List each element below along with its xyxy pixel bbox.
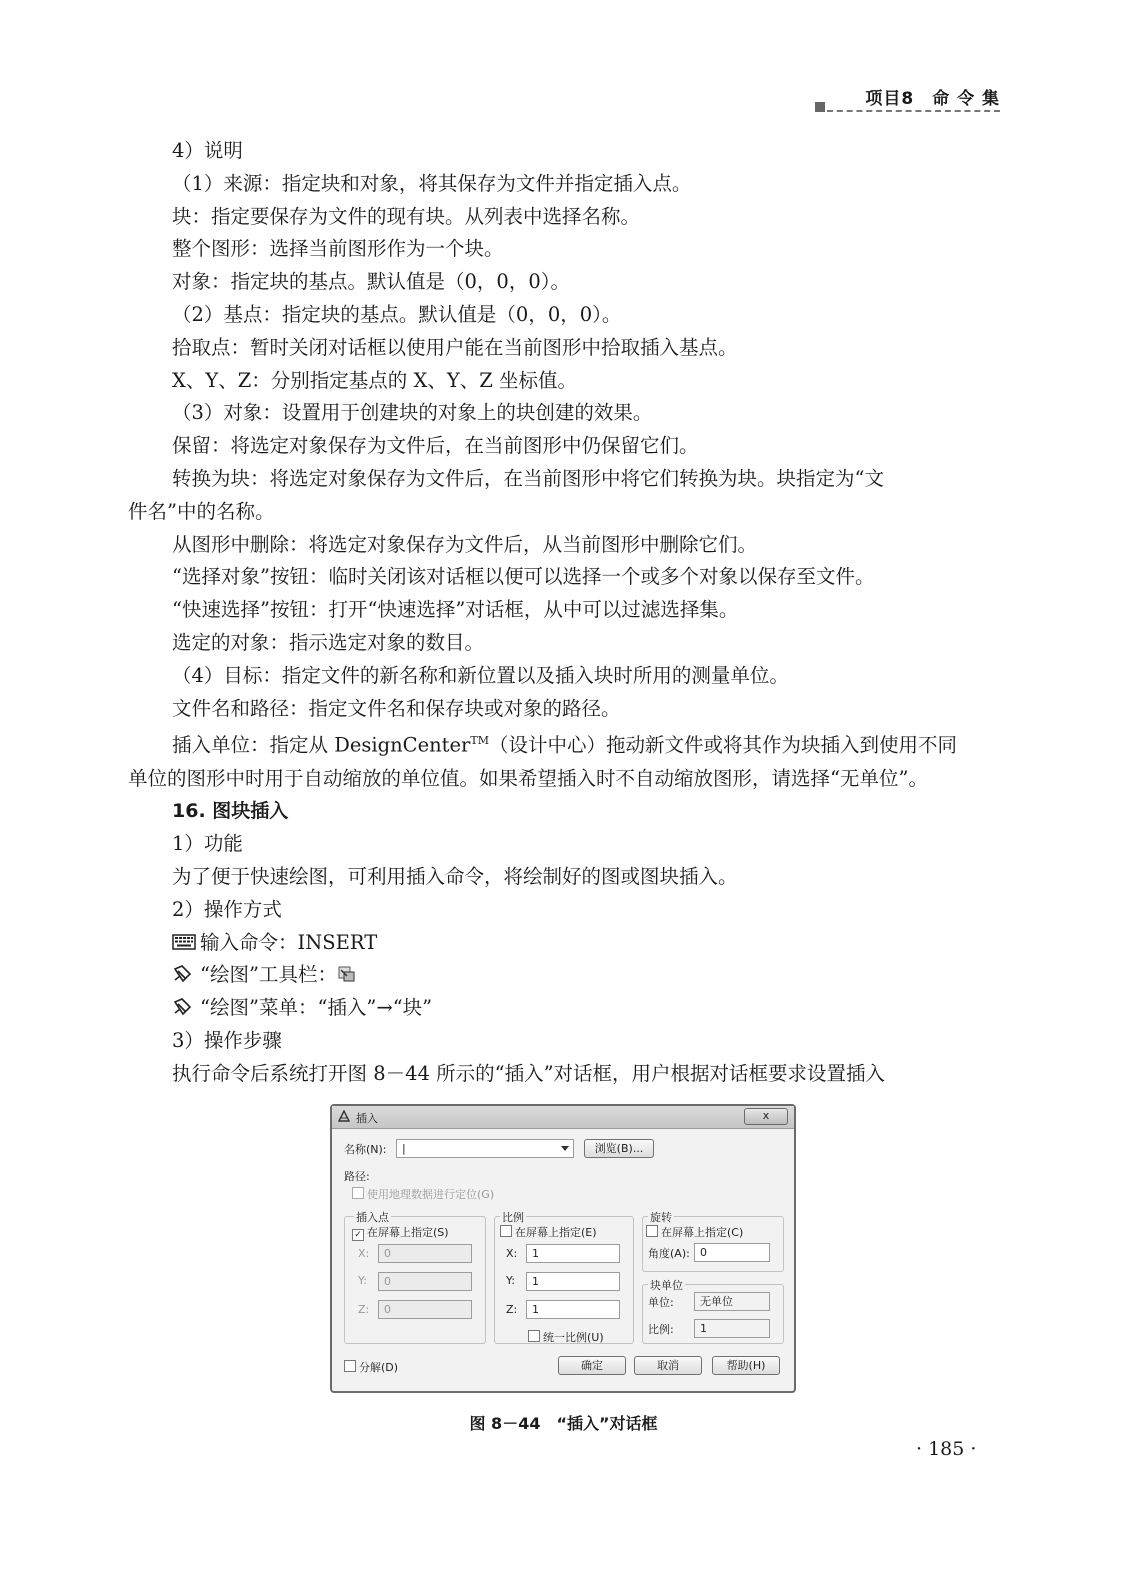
insert-point-title: 插入点 xyxy=(356,1211,389,1224)
explode-checkbox[interactable] xyxy=(344,1360,356,1372)
rotation-title: 旋转 xyxy=(650,1211,672,1224)
figure-caption: 图 8－44 “插入”对话框 xyxy=(469,1414,658,1433)
insert-y-label: Y: xyxy=(358,1274,367,1287)
insert-x-label: X: xyxy=(358,1247,370,1260)
explode-row[interactable] xyxy=(344,1359,398,1375)
paragraph: 1）功能 xyxy=(172,832,243,856)
rotation-on-screen-row[interactable] xyxy=(646,1224,743,1240)
paragraph: （4）目标：指定文件的新名称和新位置以及插入块时所用的测量单位。 xyxy=(172,663,789,687)
insert-z-label: Z: xyxy=(358,1303,370,1316)
uniform-scale-row[interactable] xyxy=(528,1329,604,1345)
name-label: 名称(N): xyxy=(344,1143,387,1156)
paragraph: 4）说明 xyxy=(172,139,243,162)
explode-label: 分解(D) xyxy=(359,1361,399,1374)
paragraph: 选定的对象：指示选定对象的数目。 xyxy=(172,630,485,654)
geo-checkbox-row[interactable] xyxy=(352,1186,494,1202)
paragraph: （2）基点：指定块的基点。默认值是（0，0，0）。 xyxy=(172,302,622,326)
scale-on-screen-label: 在屏幕上指定(E) xyxy=(515,1226,597,1239)
paragraph: 件名”中的名称。 xyxy=(128,499,275,523)
rotation-on-screen-checkbox[interactable] xyxy=(646,1225,658,1237)
paragraph: 2）操作方式 xyxy=(172,897,282,921)
text-run: 插入单位：指定从 DesignCenter xyxy=(172,733,471,757)
autocad-icon xyxy=(338,1110,352,1122)
path-label: 路径: xyxy=(344,1170,370,1183)
cancel-button[interactable]: 取消 xyxy=(634,1356,702,1375)
paragraph: 块：指定要保存为文件的现有块。从列表中选择名称。 xyxy=(172,204,641,228)
paragraph: 对象：指定块的基点。默认值是（0，0，0）。 xyxy=(172,270,570,294)
scale-z-field[interactable]: 1 xyxy=(526,1300,620,1319)
paragraph xyxy=(128,959,1000,992)
scale-x-label: X: xyxy=(506,1247,518,1260)
trademark: TM xyxy=(470,734,489,748)
paragraph: 单位的图形中时用于自动缩放的单位值。如果希望插入时不自动缩放图形，请选择“无单位”。 xyxy=(128,766,928,790)
factor-value: 1 xyxy=(694,1319,770,1338)
paragraph xyxy=(128,725,1000,762)
header-title: 项目8 命 令 集 xyxy=(865,89,1000,109)
scale-on-screen-checkbox[interactable] xyxy=(500,1225,512,1237)
close-button[interactable]: x xyxy=(744,1108,788,1125)
page-number: · 185 · xyxy=(916,1438,977,1460)
insert-dialog xyxy=(330,1104,796,1393)
paragraph: “选择对象”按钮：临时关闭该对话框以便可以选择一个或多个对象以保存至文件。 xyxy=(172,565,875,589)
insert-y-field[interactable]: 0 xyxy=(378,1272,472,1291)
paragraph: 文件名和路径：指定文件名和保存块或对象的路径。 xyxy=(172,696,621,720)
scale-title: 比例 xyxy=(502,1211,524,1224)
paragraph: 3）操作步骤 xyxy=(172,1029,282,1053)
geo-checkbox[interactable] xyxy=(352,1187,364,1199)
scale-x-field[interactable]: 1 xyxy=(526,1244,620,1263)
insert-z-field[interactable]: 0 xyxy=(378,1300,472,1319)
paragraph: （3）对象：设置用于创建块的对象上的块创建的效果。 xyxy=(172,401,653,425)
text-run: “绘图”工具栏： xyxy=(200,963,337,987)
paragraph xyxy=(128,927,1000,960)
insert-on-screen-label: 在屏幕上指定(S) xyxy=(367,1226,449,1239)
text-run: （设计中心）拖动新文件或将其作为块插入到使用不同 xyxy=(488,733,957,757)
chevron-down-icon[interactable] xyxy=(561,1146,569,1151)
keyboard-icon xyxy=(172,929,196,947)
paragraph xyxy=(128,992,1000,1025)
paragraph: 保留：将选定对象保存为文件后，在当前图形中仍保留它们。 xyxy=(172,434,699,458)
text-run: “绘图”菜单：“插入”→“块” xyxy=(200,996,433,1020)
paragraph: 转换为块：将选定对象保存为文件后，在当前图形中将它们转换为块。块指定为“文 xyxy=(172,466,884,490)
uniform-scale-checkbox[interactable] xyxy=(528,1330,540,1342)
insert-block-toolbar-icon xyxy=(337,962,357,982)
dialog-titlebar xyxy=(332,1106,794,1129)
browse-button[interactable]: 浏览(B)... xyxy=(584,1139,654,1158)
mouse-pointer-icon xyxy=(172,994,196,1012)
angle-field[interactable]: 0 xyxy=(694,1243,770,1262)
angle-label: 角度(A): xyxy=(648,1247,690,1260)
uniform-scale-label: 统一比例(U) xyxy=(543,1331,604,1344)
mouse-pointer-icon xyxy=(172,961,196,979)
running-header xyxy=(805,80,1000,120)
paragraph: （1）来源：指定块和对象，将其保存为文件并指定插入点。 xyxy=(172,171,692,195)
paragraph: “快速选择”按钮：打开“快速选择”对话框，从中可以过滤选择集。 xyxy=(172,598,739,622)
section-heading: 16. 图块插入 xyxy=(172,800,289,823)
ok-button[interactable]: 确定 xyxy=(558,1356,626,1375)
paragraph: 执行命令后系统打开图 8－44 所示的“插入”对话框，用户根据对话框要求设置插入 xyxy=(172,1061,886,1085)
unit-label: 单位: xyxy=(648,1296,674,1309)
scale-y-field[interactable]: 1 xyxy=(526,1272,620,1291)
help-button[interactable]: 帮助(H) xyxy=(712,1356,780,1375)
insert-on-screen-checkbox[interactable]: ✓ xyxy=(352,1229,364,1241)
text-run: 输入命令：INSERT xyxy=(200,930,378,954)
scale-y-label: Y: xyxy=(506,1274,515,1287)
insert-on-screen-row[interactable] xyxy=(352,1224,449,1241)
factor-label: 比例: xyxy=(648,1323,674,1336)
block-unit-title: 块单位 xyxy=(650,1279,683,1292)
paragraph: 为了便于快速绘图，可利用插入命令，将绘制好的图或图块插入。 xyxy=(172,865,738,889)
rotation-on-screen-label: 在屏幕上指定(C) xyxy=(661,1226,744,1239)
name-value: | xyxy=(402,1142,406,1155)
header-rule xyxy=(827,110,1000,112)
unit-value: 无单位 xyxy=(694,1292,770,1311)
paragraph: 整个图形：选择当前图形作为一个块。 xyxy=(172,237,504,261)
geo-label: 使用地理数据进行定位(G) xyxy=(367,1188,495,1201)
name-combo[interactable] xyxy=(396,1139,574,1158)
paragraph: 从图形中删除：将选定对象保存为文件后，从当前图形中删除它们。 xyxy=(172,532,758,556)
body-text xyxy=(128,135,1000,1091)
header-block xyxy=(815,102,825,112)
paragraph: 拾取点：暂时关闭对话框以使用户能在当前图形中拾取插入基点。 xyxy=(172,335,738,359)
insert-x-field[interactable]: 0 xyxy=(378,1244,472,1263)
paragraph: X、Y、Z：分别指定基点的 X、Y、Z 坐标值。 xyxy=(172,368,578,392)
dialog-title: 插入 xyxy=(356,1112,378,1125)
scale-z-label: Z: xyxy=(506,1303,518,1316)
scale-on-screen-row[interactable] xyxy=(500,1224,597,1240)
